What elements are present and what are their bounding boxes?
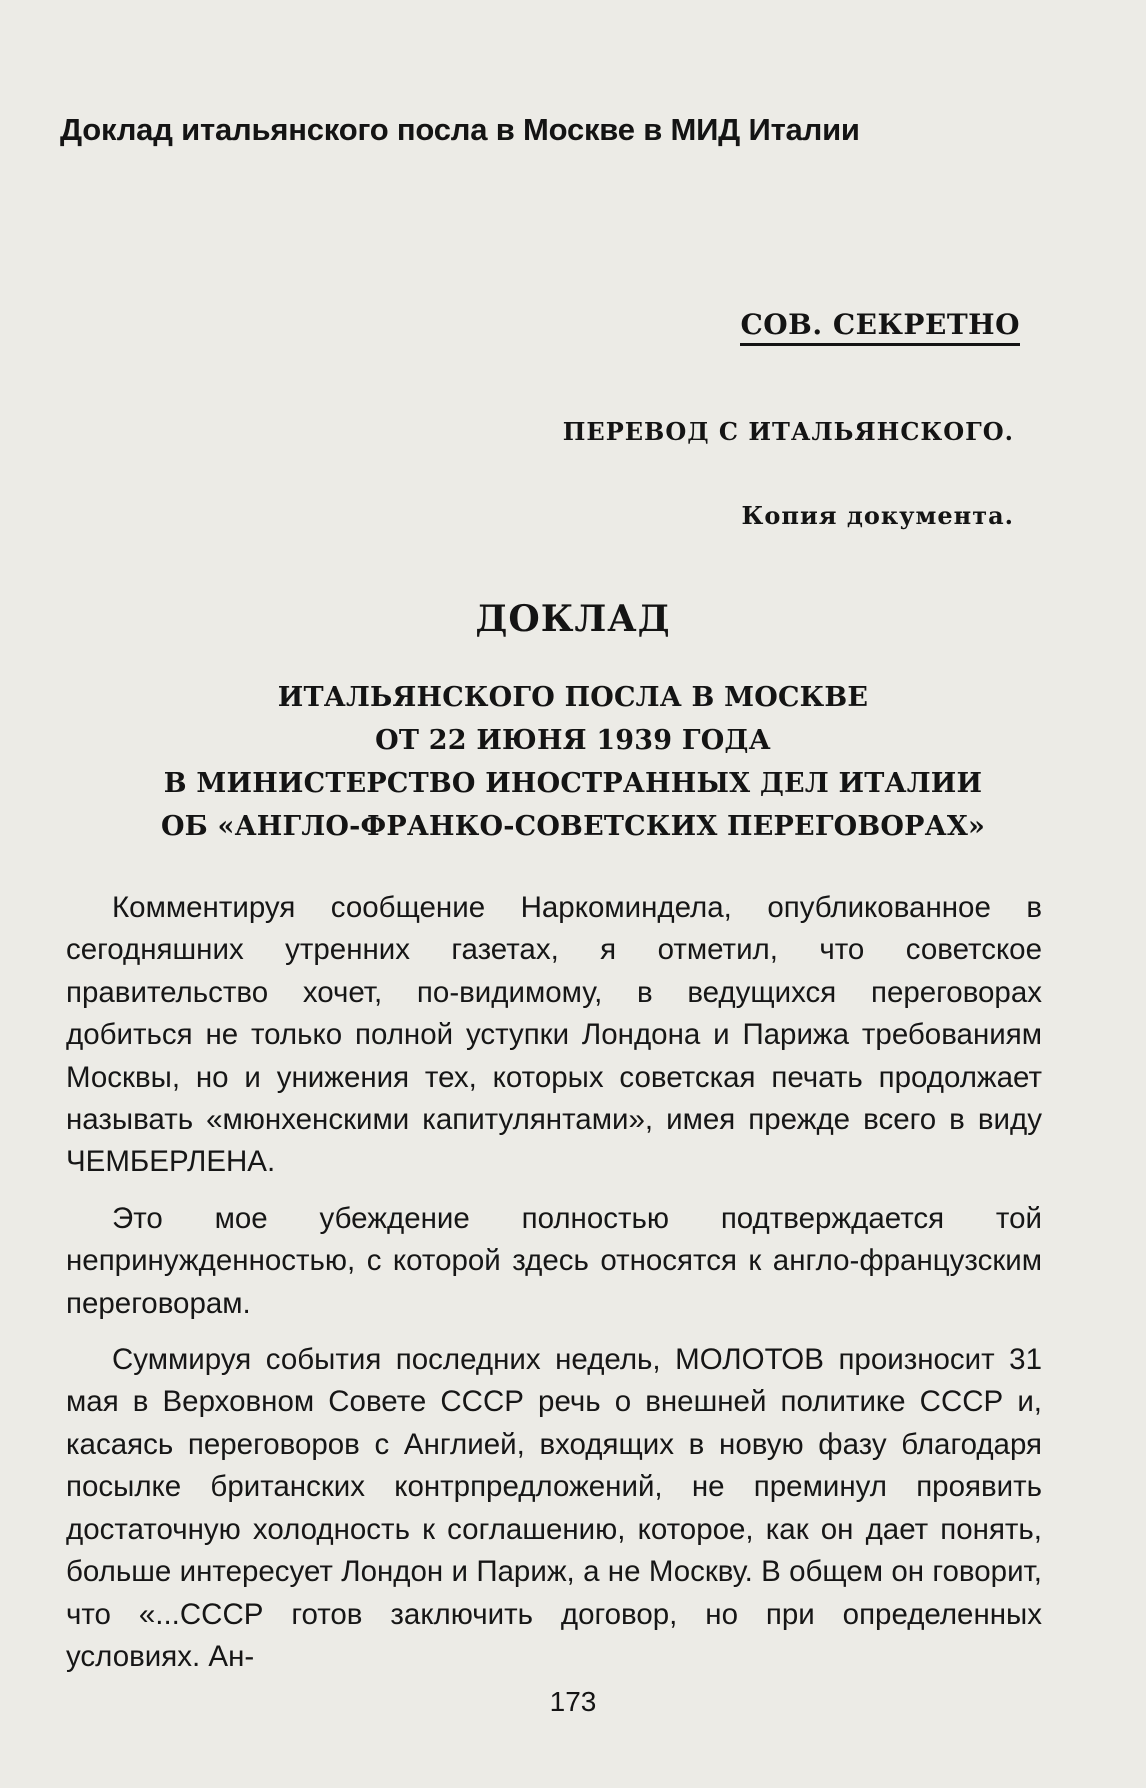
subtitle-line: ОТ 22 ИЮНЯ 1939 ГОДА [375,725,771,756]
secrecy-stamp: СОВ. СЕКРЕТНО [740,308,1020,346]
document-subtitle [40,676,1106,848]
document-title: ДОКЛАД [475,598,671,640]
page-number: 173 [549,1686,597,1717]
paragraph: Суммируя события последних недель, МОЛОТОВ произносит 31 мая в Верховном Совете СССР речь о внешней политике СССР и, касаясь переговоров с Англией, входящих в новую фазу благодаря посылке британских контрпредложений, не преминул проявить достаточную холодность к соглашению, которое, как он дает понять, больше интересует Лондон и Париж, а не Москву. В общем он говорит, что «...СССР готов заключить договор, но при определенных условиях. Ан- [66,1343,1042,1673]
subtitle-line: ИТАЛЬЯНСКОГО ПОСЛА В МОСКВЕ [277,682,869,713]
paragraph: Комментируя сообщение Наркоминдела, опубликованное в сегодняшних утренних газетах, я отметил, что советское правительство хочет, по-видимому, в ведущихся переговорах добиться не только полной уступки Лондона и Парижа требованиям Москвы, но и унижения тех, которых советская печать продолжает называть «мюнхенскими капитулянтами», имея прежде всего в виду ЧЕМБЕРЛЕНА. [66,891,1042,1179]
subtitle-line: ОБ «АНГЛО-ФРАНКО-СОВЕТСКИХ ПЕРЕГОВОРАХ» [160,811,986,842]
translation-note: ПЕРЕВОД С ИТАЛЬЯНСКОГО. [562,417,1014,446]
subtitle-line: В МИНИСТЕРСТВО ИНОСТРАННЫХ ДЕЛ ИТАЛИИ [163,768,983,799]
paragraph: Это мое убеждение полностью подтверждается той непринужденностью, с которой здесь относятся к англо-французским переговорам. [66,1201,1042,1320]
running-head: Доклад итальянского посла в Москве в МИД Италии [60,112,860,147]
body-text [66,887,1042,1692]
copy-note: Копия документа. [741,501,1014,530]
